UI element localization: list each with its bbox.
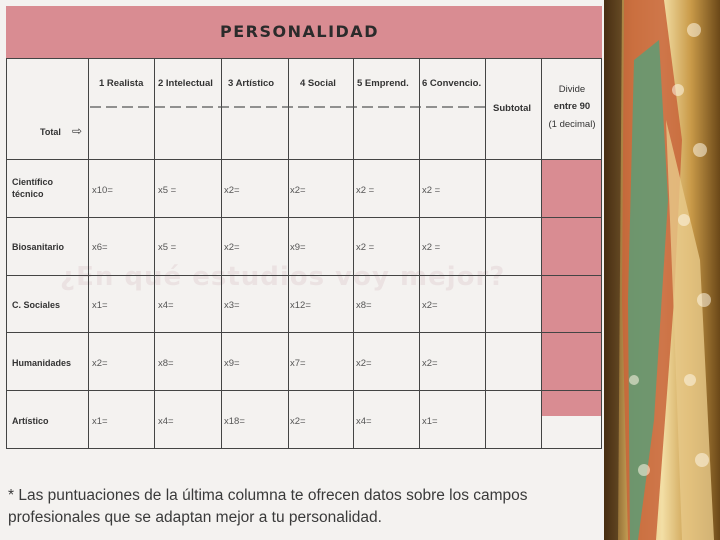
score-cell: x2 = [422, 242, 441, 253]
score-cell: x2= [422, 358, 438, 369]
score-cell: x2= [224, 242, 240, 253]
score-cell: x10= [92, 185, 113, 196]
total-label: Total [40, 127, 61, 137]
score-cell: x9= [224, 358, 240, 369]
score-cell: x2 = [422, 185, 441, 196]
score-cell: x18= [224, 416, 245, 427]
divide-header-line1: Divide [558, 84, 586, 95]
score-cell: x1= [422, 416, 438, 427]
column-header-social: 4 Social [300, 78, 336, 89]
score-cell: x6= [92, 242, 108, 253]
score-cell: x2= [290, 416, 306, 427]
score-cell: x1= [92, 300, 108, 311]
row-label-humanidades: Humanidades [12, 358, 72, 368]
row-label-artistico: Artístico [12, 416, 49, 426]
score-cell: x12= [290, 300, 311, 311]
score-cell: x1= [92, 416, 108, 427]
row-label-cientifico-tecnico: Científico técnico [12, 177, 54, 199]
subtotal-header: Subtotal [493, 103, 531, 114]
score-cell: x2= [356, 358, 372, 369]
footnote: * Las puntuaciones de la última columna te ofrecen datos sobre los campos profesionales que se adaptan mejor a tu personalidad. [8, 487, 528, 526]
arrow-right-icon: ⇨ [72, 124, 83, 138]
column-header-realista: 1 Realista [99, 78, 144, 89]
score-cell: x2 = [356, 185, 375, 196]
score-cell: x5 = [158, 242, 177, 253]
score-cell: x5 = [158, 185, 177, 196]
divide-header-line2: entre 90 [553, 101, 591, 112]
score-cell: x3= [224, 300, 240, 311]
score-cell: x2 = [356, 242, 375, 253]
score-cell: x2= [290, 185, 306, 196]
column-header-emprendedor: 5 Emprend. [357, 78, 409, 89]
score-cell: x4= [158, 416, 174, 427]
title-bar [6, 6, 602, 58]
column-header-artistico: 3 Artístico [228, 78, 275, 89]
score-cell: x4= [158, 300, 174, 311]
score-cell: x8= [356, 300, 372, 311]
score-cell: x2= [422, 300, 438, 311]
decorative-side-art [604, 0, 720, 540]
score-cell: x9= [290, 242, 306, 253]
column-header-intelectual: 2 Intelectual [158, 78, 213, 89]
watermark-text: ¿En qué estudios voy mejor? [60, 262, 506, 292]
score-cell: x8= [158, 358, 174, 369]
result-column-fill [542, 160, 601, 416]
row-label-biosanitario: Biosanitario [12, 242, 65, 252]
score-cell: x4= [356, 416, 372, 427]
score-cell: x2= [224, 185, 240, 196]
score-cell: x7= [290, 358, 306, 369]
score-cell: x2= [92, 358, 108, 369]
divide-header-line3: (1 decimal) [548, 119, 596, 130]
column-header-convencional: 6 Convencio. [422, 78, 482, 89]
table-title: PERSONALIDAD [220, 22, 379, 41]
row-label-ciencias-sociales: C. Sociales [12, 300, 61, 310]
